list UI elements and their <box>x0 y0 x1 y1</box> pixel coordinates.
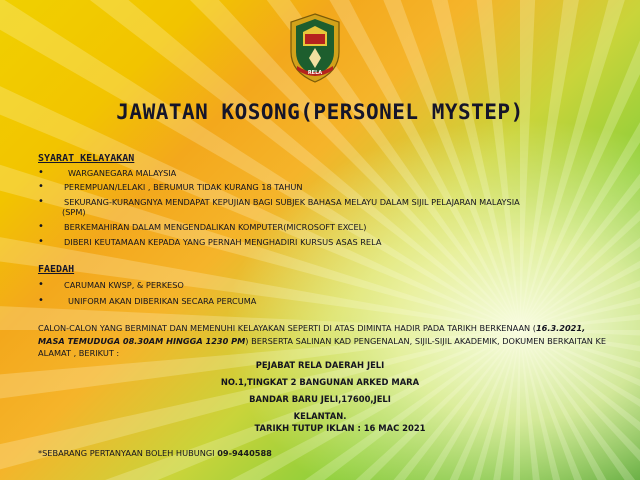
poster-title: JAWATAN KOSONG(PERSONEL MYSTEP) <box>116 100 524 124</box>
sun-ray <box>520 0 640 330</box>
list-item: • WARGANEGARA MALAYSIA <box>38 168 520 178</box>
interview-date: 16.3.2021, MASA TEMUDUGA 08.30AM HINGGA 1230 PM <box>38 323 586 346</box>
closing-date: TARIKH TUTUP IKLAN : 16 MAC 2021 <box>254 423 426 433</box>
crest-caption: RELA <box>307 70 323 76</box>
address-line: PEJABAT RELA DAERAH JELI <box>255 360 385 370</box>
address-line: KELANTAN. <box>293 411 347 421</box>
list-item: • CARUMAN KWSP, & PERKESO <box>38 280 256 290</box>
calon-text-part1: CALON-CALON YANG BERMINAT DAN MEMENUHI KELAYAKAN SEPERTI DI ATAS DIMINTA HADIR PADA TARIKH BERKENAAN ( <box>38 323 536 333</box>
list-item-continuation <box>38 207 520 217</box>
list-item: • PEREMPUAN/LELAKI , BERUMUR TIDAK KURANG 18 TAHUN <box>38 182 520 192</box>
rela-crest-logo <box>283 12 347 84</box>
address-line: NO.1,TINGKAT 2 BANGUNAN ARKED MARA <box>220 377 420 387</box>
calon-paragraph <box>38 322 608 360</box>
faedah-list <box>38 280 256 306</box>
contact-line <box>38 448 272 458</box>
list-item: • BERKEMAHIRAN DALAM MENGENDALIKAN KOMPUTER(MICROSOFT EXCEL) <box>38 222 520 232</box>
address-line: BANDAR BARU JELI,17600,JELI <box>249 394 391 404</box>
faedah-heading: FAEDAH <box>38 264 75 275</box>
contact-phone: 09-9440588 <box>217 448 272 458</box>
list-item: • DIBERI KEUTAMAAN KEPADA YANG PERNAH MENGHADIRI KURSUS ASAS RELA <box>38 237 520 247</box>
list-item: • SEKURANG-KURANGNYA MENDAPAT KEPUJIAN BAGI SUBJEK BAHASA MELAYU DALAM SIJIL PELAJARAN MALAYSIA <box>38 197 520 207</box>
list-item-text: (SPM) <box>62 207 86 217</box>
contact-label: *SEBARANG PERTANYAAN BOLEH HUBUNGI <box>38 448 218 458</box>
list-item: • UNIFORM AKAN DIBERIKAN SECARA PERCUMA <box>38 296 256 306</box>
syarat-heading: SYARAT KELAYAKAN <box>38 153 135 164</box>
syarat-list <box>38 168 520 247</box>
calon-text-part2: ) BERSERTA SALINAN KAD PENGENALAN, SIJIL-SIJIL AKADEMIK, DOKUMEN BERKAITAN KE ALAMAT , BERIKUT : <box>38 335 607 358</box>
